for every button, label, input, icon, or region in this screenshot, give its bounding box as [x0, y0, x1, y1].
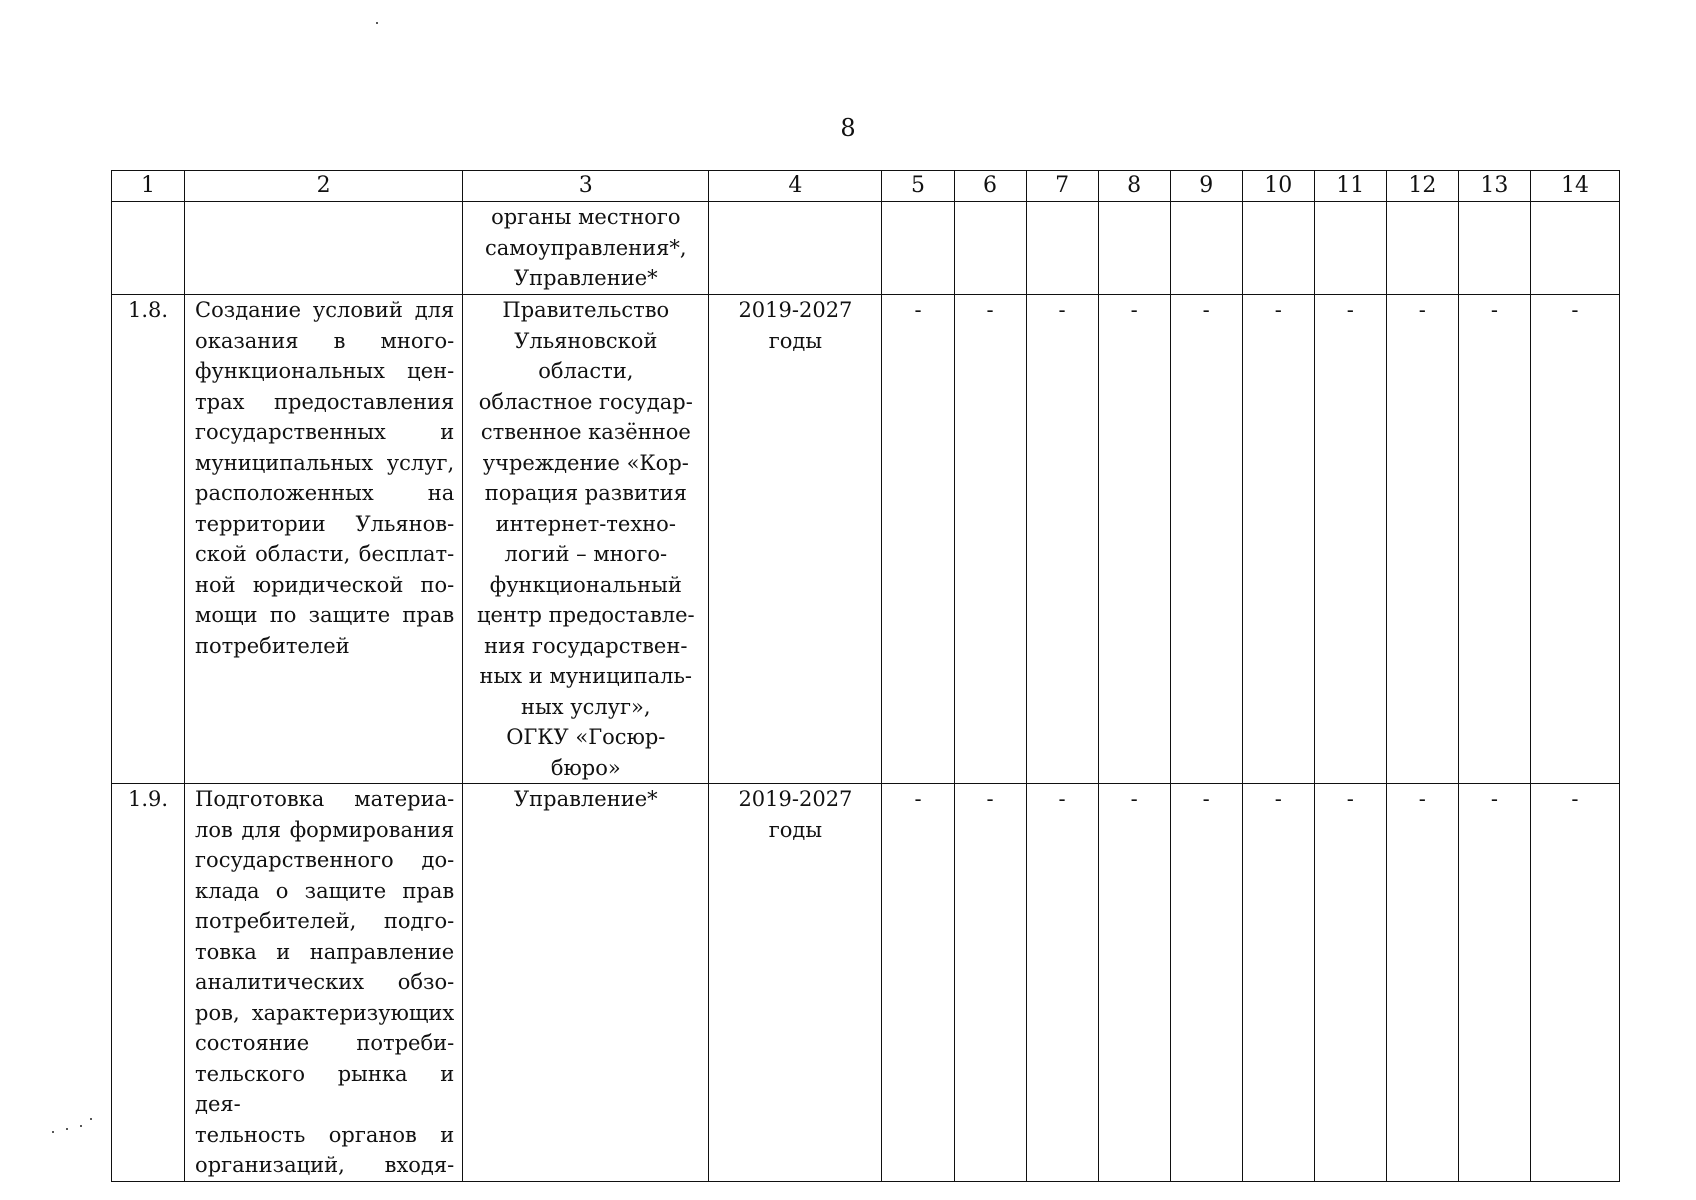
value-cell-col-7: -: [1026, 295, 1098, 784]
continuation-value-cell: [954, 202, 1026, 295]
activity-name-line: ной юридической по-: [195, 572, 455, 597]
executor-line: порация развития: [484, 481, 687, 505]
value-cell-col-12: -: [1386, 295, 1458, 784]
table-row: [112, 295, 1620, 784]
value-cell-col-8: -: [1098, 784, 1170, 1182]
continuation-value-cell: [1386, 202, 1458, 295]
column-header-6: 6: [954, 171, 1026, 202]
value-cell-col-11: -: [1314, 295, 1386, 784]
activity-name-line: оказания в много-: [195, 328, 455, 353]
activity-name-line: ров, характеризующих: [195, 1000, 455, 1025]
executor-line: областное государ-: [478, 389, 693, 414]
page-number: 8: [840, 114, 856, 142]
scan-speck: [80, 1125, 82, 1127]
activity-name-line: Создание условий для: [195, 298, 455, 322]
activity-name-cell: [185, 784, 463, 1182]
column-header-9: 9: [1170, 171, 1242, 202]
continuation-value-cell: [1026, 202, 1098, 295]
activity-name-line: потребителей: [195, 633, 350, 658]
executor-cell: [463, 784, 709, 1182]
activity-name-line: Подготовка материа-: [195, 787, 455, 811]
continuation-name-cell: [185, 202, 463, 295]
executor-line: функциональный: [489, 572, 682, 597]
activity-name-line: организаций, входя-: [195, 1153, 455, 1177]
value-cell-col-14: -: [1530, 295, 1619, 784]
column-header-8: 8: [1098, 171, 1170, 202]
value-cell-col-6: -: [954, 784, 1026, 1182]
period-line: годы: [768, 817, 823, 842]
executor-line: самоуправления*,: [485, 235, 687, 260]
value-cell-col-7: -: [1026, 784, 1098, 1182]
activity-name-line: территории Ульянов-: [195, 511, 455, 536]
activity-name-line: потребителей, подго-: [195, 909, 455, 933]
value-cell-col-8: -: [1098, 295, 1170, 784]
value-cell-col-12: -: [1386, 784, 1458, 1182]
table-body: [112, 202, 1620, 1182]
executor-line: логий – много-: [504, 542, 668, 566]
continuation-value-cell: [1458, 202, 1530, 295]
value-cell-col-6: -: [954, 295, 1026, 784]
continuation-value-cell: [1242, 202, 1314, 295]
activity-name-line: аналитических обзо-: [195, 970, 455, 994]
executor-line: интернет-техно-: [495, 511, 676, 536]
activity-name-line: состояние потреби-: [195, 1031, 455, 1055]
executor-line: Ульяновской: [514, 328, 658, 353]
row-number: 1.8.: [112, 295, 185, 784]
executor-line: ния государствен-: [484, 633, 688, 658]
scan-speck: [376, 22, 378, 24]
period-cell: [709, 784, 882, 1182]
value-cell-col-5: -: [882, 784, 954, 1182]
column-header-12: 12: [1386, 171, 1458, 202]
column-header-13: 13: [1458, 171, 1530, 202]
column-header-1: 1: [112, 171, 185, 202]
activity-name-line: товка и направление: [195, 939, 455, 964]
column-header-7: 7: [1026, 171, 1098, 202]
activity-name-line: тельского рынка и дея-: [195, 1061, 455, 1116]
executor-line: органы местного: [491, 205, 681, 229]
activity-name-line: функциональных цен-: [195, 359, 455, 383]
activities-table: [111, 170, 1620, 1182]
continuation-value-cell: [882, 202, 954, 295]
executor-line: бюро»: [550, 755, 621, 780]
value-cell-col-14: -: [1530, 784, 1619, 1182]
scan-speck: [66, 1128, 68, 1130]
executor-line: области,: [538, 359, 634, 383]
executor-line: ных услуг»,: [521, 694, 651, 719]
activity-name-line: расположенных на: [195, 481, 455, 505]
continuation-value-cell: [1314, 202, 1386, 295]
value-cell-col-5: -: [882, 295, 954, 784]
activity-name-cell: [185, 295, 463, 784]
period-line: 2019-2027: [738, 787, 853, 811]
value-cell-col-11: -: [1314, 784, 1386, 1182]
continuation-value-cell: [1098, 202, 1170, 295]
activity-name-line: трах предоставления: [195, 389, 455, 414]
activity-name-line: государственных и: [195, 420, 455, 444]
value-cell-col-9: -: [1170, 784, 1242, 1182]
executor-line: центр предоставле-: [476, 603, 695, 627]
scan-speck: [52, 1131, 54, 1133]
continuation-value-cell: [1170, 202, 1242, 295]
period-line: годы: [768, 328, 823, 353]
continuation-num-cell: [112, 202, 185, 295]
value-cell-col-13: -: [1458, 295, 1530, 784]
value-cell-col-9: -: [1170, 295, 1242, 784]
table-header: [112, 171, 1620, 202]
period-line: 2019-2027: [738, 298, 853, 322]
executor-line: Управление*: [513, 266, 658, 290]
column-header-2: 2: [185, 171, 463, 202]
executor-line: Правительство: [502, 298, 670, 322]
row-number: 1.9.: [112, 784, 185, 1182]
executor-line: Управление*: [513, 787, 658, 811]
activity-name-line: ской области, бесплат-: [195, 542, 455, 566]
executor-line: ных и муниципаль-: [479, 664, 693, 688]
continuation-row: [112, 202, 1620, 295]
period-cell: [709, 295, 882, 784]
activity-name-line: муниципальных услуг,: [195, 450, 455, 475]
column-header-5: 5: [882, 171, 954, 202]
scan-speck: [90, 1118, 92, 1120]
executor-line: ОГКУ «Госюр-: [506, 725, 666, 749]
value-cell-col-10: -: [1242, 295, 1314, 784]
activity-name-line: государственного до-: [195, 848, 455, 872]
column-header-10: 10: [1242, 171, 1314, 202]
executor-cell: [463, 295, 709, 784]
value-cell-col-13: -: [1458, 784, 1530, 1182]
column-number-row: [112, 171, 1620, 202]
activity-name-line: клада о защите прав: [195, 878, 455, 903]
continuation-executor-cell: [463, 202, 709, 295]
column-header-14: 14: [1530, 171, 1619, 202]
column-header-4: 4: [709, 171, 882, 202]
column-header-11: 11: [1314, 171, 1386, 202]
activity-name-line: тельность органов и: [195, 1122, 455, 1147]
value-cell-col-10: -: [1242, 784, 1314, 1182]
continuation-period-cell: [709, 202, 882, 295]
executor-line: ственное казённое: [480, 420, 691, 444]
executor-line: учреждение «Кор-: [482, 450, 689, 475]
column-header-3: 3: [463, 171, 709, 202]
activity-name-line: лов для формирования: [195, 817, 455, 842]
activity-name-line: мощи по защите прав: [195, 603, 455, 627]
table-row: [112, 784, 1620, 1182]
continuation-value-cell: [1530, 202, 1619, 295]
